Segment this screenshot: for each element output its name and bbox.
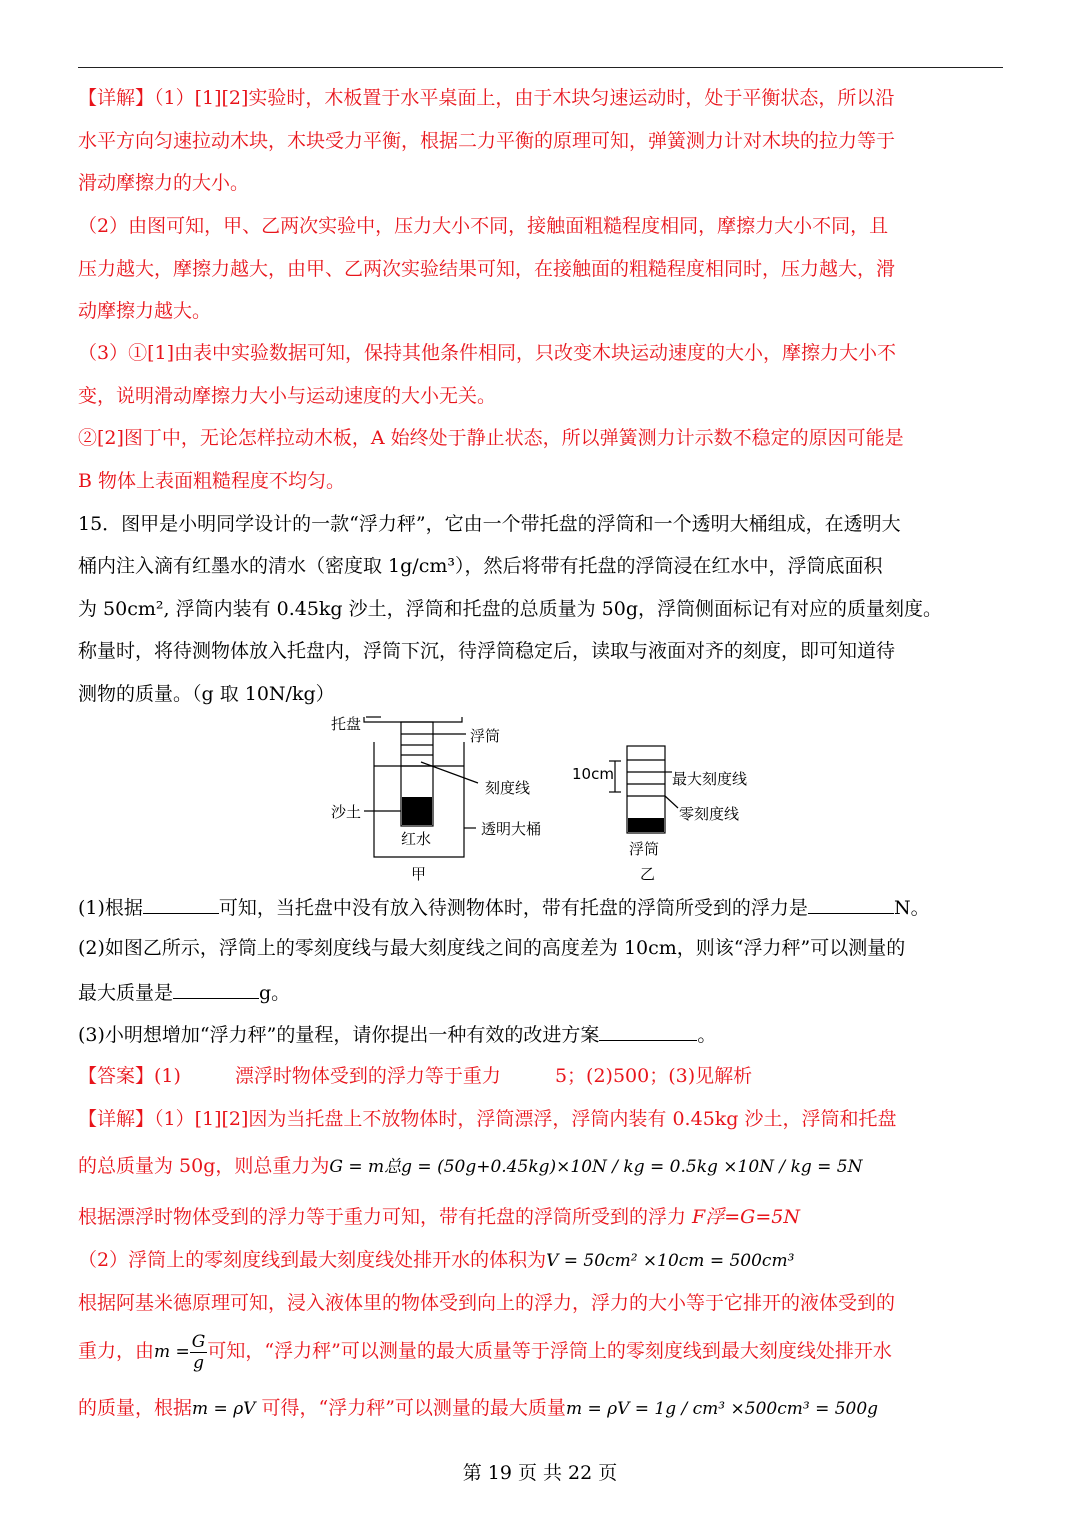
detail1-p2-line2: 压力越大，摩擦力越大，由甲、乙两次实验结果可知，在接触面的粗糙程度相同时，压力越大，滑	[78, 258, 896, 280]
zero-line-label: 零刻度线	[679, 805, 740, 823]
gravity-equation: G = m总g = (50g+0.45kg)×10N / kg = 0.5kg ×10N / kg = 5N	[329, 1157, 863, 1177]
float-tube-b-label: 浮筒	[629, 840, 660, 858]
figure-a-caption: 甲	[411, 865, 427, 883]
detail-label: 【详解】	[78, 87, 155, 109]
sand-label: 沙土	[331, 803, 362, 821]
answer-blank-3[interactable]	[173, 978, 259, 999]
detail1-p4-line2: B 物体上表面粗糙程度不均匀。	[78, 470, 346, 492]
detail1-p4-line1: ②[2]图丁中，无论怎样拉动木板，A 始终处于静止状态，所以弹簧测力计示数不稳定的原因可能是	[78, 427, 904, 449]
detail2-line5: 根据阿基米德原理可知，浸入液体里的物体受到向上的浮力，浮力的大小等于它排开的液体受到的	[78, 1292, 896, 1314]
detail1-p3-line2: 变，说明滑动摩擦力大小与运动速度的大小无关。	[78, 385, 497, 407]
answer-line: 【答案】(1) 漂浮时物体受到的浮力等于重力 5；(2)500；(3)见解析	[78, 1065, 753, 1087]
answer-blank-4[interactable]	[599, 1020, 697, 1041]
question-line1: 15．图甲是小明同学设计的一款“浮力秤”，它由一个带托盘的浮筒和一个透明大桶组成，在透明大	[78, 513, 901, 535]
max-line-label: 最大刻度线	[672, 770, 748, 788]
mass-fraction: $\frac{G}{g}$	[191, 1331, 206, 1373]
red-water-label: 红水	[401, 830, 432, 848]
detail2-line4: （2）浮筒上的零刻度线到最大刻度线处排开水的体积为V = 50cm² ×10cm = 500cm³	[78, 1249, 795, 1271]
sand-fill-b	[628, 818, 664, 832]
scale-line-label: 刻度线	[485, 779, 531, 797]
detail1-p2-line1: （2）由图可知，甲、乙两次实验中，压力大小不同，接触面粗糙程度相同，摩擦力大小不同，且	[78, 215, 889, 237]
bucket-label: 透明大桶	[481, 820, 542, 838]
question-line4: 称量时，将待测物体放入托盘内，浮筒下沉，待浮筒稳定后，读取与液面对齐的刻度，即可知道待	[78, 640, 896, 662]
detail2-line3: 根据漂浮时物体受到的浮力等于重力可知，带有托盘的浮筒所受到的浮力 F浮=G=5N	[78, 1206, 800, 1228]
answer-blank-1[interactable]	[143, 893, 219, 914]
height-label: 10cm	[572, 765, 614, 783]
float-scale-diagram	[78, 700, 1003, 885]
volume-equation: V = 50cm² ×10cm = 500cm³	[546, 1251, 795, 1271]
detail2-label: 【详解】	[78, 1108, 155, 1130]
sub-question-1: (1)根据 可知，当托盘中没有放入待测物体时，带有托盘的浮筒所受到的浮力是 N。	[78, 893, 1003, 921]
detail1-line2: 水平方向匀速拉动木块，木块受力平衡，根据二力平衡的原理可知，弹簧测力计对木块的拉力等于	[78, 130, 896, 152]
buoyancy-equation: F浮=G=5N	[692, 1206, 800, 1228]
sub-question-2-line1: (2)如图乙所示，浮筒上的零刻度线与最大刻度线之间的高度差为 10cm，则该“浮力秤”可以测量的	[78, 937, 906, 959]
question-line3: 为 50cm², 浮筒内装有 0.45kg 沙土，浮筒和托盘的总质量为 50g，浮筒侧面标记有对应的质量刻度。	[78, 598, 943, 620]
tray-label: 托盘	[331, 715, 362, 733]
page-footer: 第 19 页 共 22 页	[462, 1462, 618, 1484]
sub-question-3: (3)小明想增加“浮力秤”的量程，请你提出一种有效的改进方案 。	[78, 1020, 1003, 1048]
detail1-line3: 滑动摩擦力的大小。	[78, 172, 250, 194]
answer-label: 【答案】(1)	[78, 1065, 181, 1087]
figure-b-caption: 乙	[640, 865, 656, 883]
detail2-line1: 【详解】（1）[1][2]因为当托盘上不放物体时，浮筒漂浮，浮筒内装有 0.45kg 沙土，浮筒和托盘	[78, 1108, 897, 1130]
page-body	[78, 0, 1003, 1527]
detail1-line1: 【详解】（1）[1][2]实验时，木板置于水平桌面上，由于木块匀速运动时，处于平衡状态，所以沿	[78, 87, 895, 109]
sand-fill	[402, 797, 432, 825]
max-mass-equation: m = ρV = 1g / cm³ ×500cm³ = 500g	[565, 1399, 879, 1419]
answer-blank-2[interactable]	[808, 893, 894, 914]
detail2-line7: 的质量，根据m = ρV 可得，“浮力秤”可以测量的最大质量m = ρV = 1g / cm³ ×500cm³ = 500g	[78, 1397, 879, 1419]
detail1-p3-line1: （3）①[1]由表中实验数据可知，保持其他条件相同，只改变木块运动速度的大小，摩擦力大小不	[78, 342, 897, 364]
question-line2: 桶内注入滴有红墨水的清水（密度取 1g/cm³），然后将带有托盘的浮筒浸在红水中，浮筒底面积	[78, 555, 883, 577]
question-line5: 测物的质量。（g 取 10N/kg）	[78, 683, 335, 705]
detail2-line2: 的总质量为 50g，则总重力为G = m总g = (50g+0.45kg)×10N / kg = 0.5kg ×10N / kg = 5N	[78, 1155, 863, 1177]
sub-question-2-line2: 最大质量是 g。	[78, 978, 1003, 1006]
tray-shape	[364, 717, 462, 722]
detail2-line6: 重力，由m = $\frac{G}{g}$ 可知，“浮力秤”可以测量的最大质量等于浮筒上的零刻度线到最大刻度线处排开水	[78, 1331, 892, 1373]
detail1-p2-line3: 动摩擦力越大。	[78, 300, 212, 322]
float-tube-label: 浮筒	[470, 727, 501, 745]
